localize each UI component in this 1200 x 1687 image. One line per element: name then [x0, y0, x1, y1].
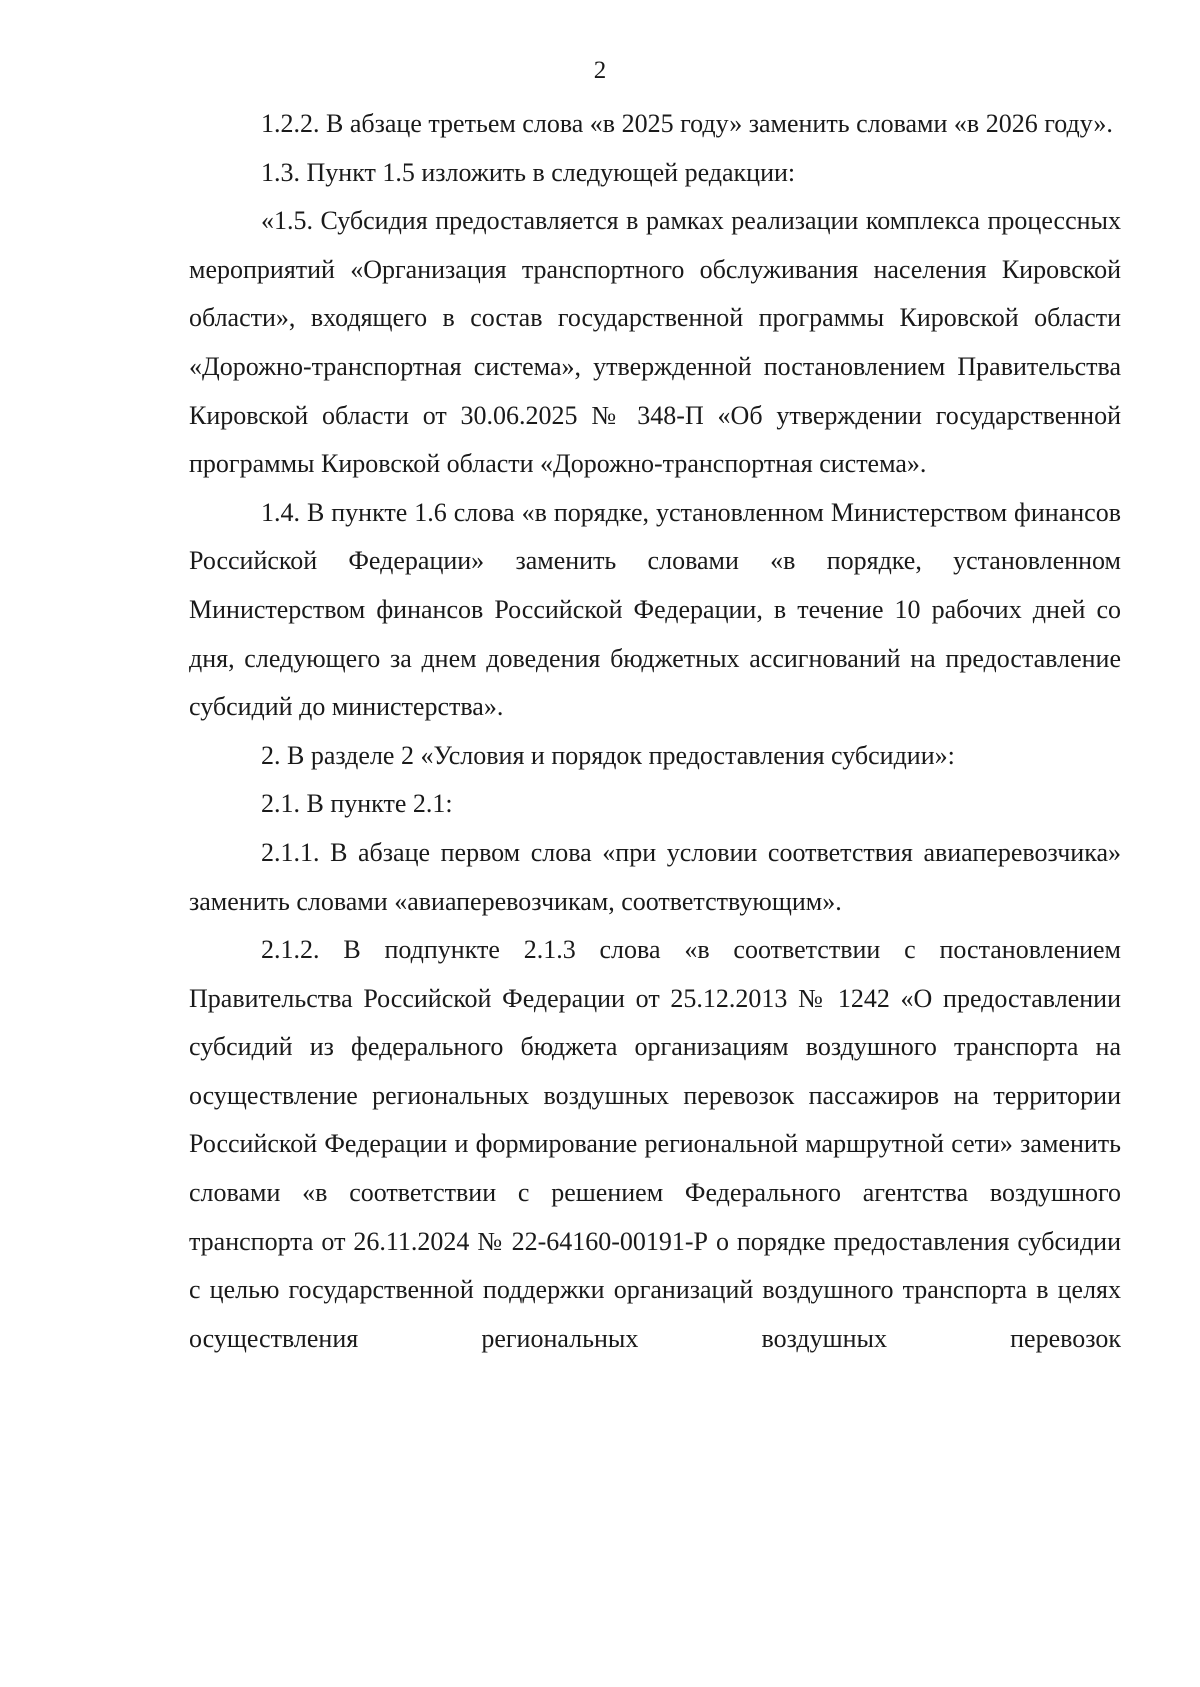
paragraph-2-1: 2.1. В пункте 2.1: [261, 789, 453, 819]
paragraph-1-5-quote: «1.5. Субсидия предоставляется в рамках реализации комплекса процессных мероприятий «Организация транспортного обслуживания населения Кировской области», входящего в состав государственной программы Кировской области «Дорожно-транспортная система», утвержденной постановлением Правительства Кировской области от 30.06.2025 № 348-П «Об утверждении государственной программы Кировской области «Дорожно-транспортная система». [189, 206, 1121, 479]
paragraph-2-1-1: 2.1.1. В абзаце первом слова «при условии соответствия авиаперевозчика» заменить словами «авиаперевозчикам, соответствующим». [189, 837, 1121, 916]
paragraph-section-2: 2. В разделе 2 «Условия и порядок предоставления субсидии»: [261, 740, 955, 770]
paragraph-1-3: 1.3. Пункт 1.5 изложить в следующей редакции: [261, 157, 796, 187]
paragraph-1-4: 1.4. В пункте 1.6 слова «в порядке, установленном Министерством финансов Российской Федерации» заменить словами «в порядке, установленном Министерством финансов Российской Федерации, в течение 10 рабочих дней со дня, следующего за днем доведения бюджетных ассигнований на предоставление субсидий до министерства». [189, 497, 1121, 722]
document-body [189, 100, 1121, 1363]
paragraph-2-1-2: 2.1.2. В подпункте 2.1.3 слова «в соответствии с постановлением Правительства Российской Федерации от 25.12.2013 № 1242 «О предоставлении субсидий из федерального бюджета организациям воздушного транспорта на осуществление региональных воздушных перевозок пассажиров на территории Российской Федерации и формирование региональной маршрутной сети» заменить словами «в соответствии с решением Федерального агентства воздушного транспорта от 26.11.2024 № 22-64160-00191-Р о порядке предоставления субсидии с целью государственной поддержки организаций воздушного транспорта в целях осуществления региональных воздушных перевозок [189, 935, 1121, 1353]
page-number: 2 [593, 57, 607, 84]
paragraph-1-2-2: 1.2.2. В абзаце третьем слова «в 2025 году» заменить словами «в 2026 году». [261, 109, 1113, 138]
